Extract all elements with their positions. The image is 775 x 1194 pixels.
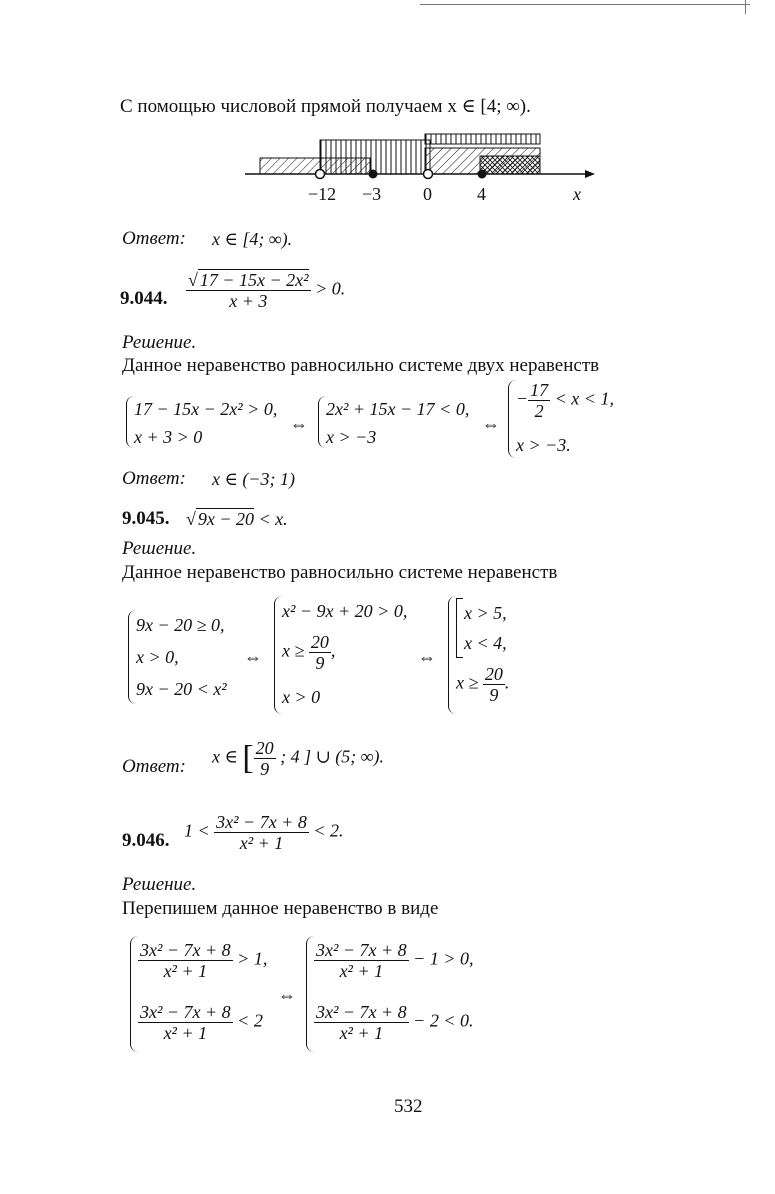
sys-9045-b2-post: , (330, 640, 336, 661)
problem-9045-radicand: 9x − 20 (197, 509, 255, 529)
sys-9046-b2 (314, 1002, 473, 1043)
sys-9045-b2 (282, 632, 335, 673)
equiv-arrow-9046: ⇔ (278, 985, 296, 1005)
sys-9044-c1-den: 2 (534, 401, 544, 421)
equiv-arrow-9045-1: ⇔ (244, 647, 262, 667)
sys-9045-c3-num: 20 (484, 664, 503, 684)
page-number: 532 (394, 1096, 423, 1117)
sys-9046-a1-den: x² + 1 (163, 961, 208, 981)
sys-9045-b2-pre: x ≥ (282, 640, 305, 661)
axis-label-x: x (573, 184, 581, 204)
point-filled-4 (478, 170, 487, 179)
sys-9046-b1 (314, 940, 473, 981)
region-vertical-hatch (320, 140, 430, 174)
answer-3-num: 20 (255, 738, 274, 758)
point-open-0 (424, 170, 433, 179)
tick-label-neg12: −12 (308, 184, 337, 204)
bracket-9045-union (456, 598, 463, 658)
problem-number-9045: 9.045. (122, 508, 170, 529)
sys-9046-a1-num: 3x² − 7x + 8 (140, 940, 231, 960)
sys-9045-c3 (456, 664, 509, 705)
sys-9046-b2-den: x² + 1 (339, 1023, 384, 1043)
scan-artifact-tick (745, 0, 746, 14)
sys-9045-c3-den: 9 (489, 685, 499, 705)
answer-label-2: Ответ: (122, 468, 186, 489)
problem-9046-expr (184, 812, 343, 853)
answer-1: x ∈ [4; ∞). (212, 229, 293, 249)
sys-9044-c1 (516, 380, 614, 421)
sys-9046-b1-num: 3x² − 7x + 8 (316, 940, 407, 960)
sys-9044-c1-num: 17 (530, 380, 549, 400)
answer-label-3: Ответ: (122, 756, 186, 777)
answer-3-den: 9 (260, 759, 270, 779)
problem-9044-relation: > 0. (315, 278, 346, 299)
sys-9046-a2-post: < 2 (237, 1010, 263, 1031)
answer-3-post: ; 4 ] ∪ (5; ∞). (280, 746, 385, 767)
problem-number-9044: 9.044. (120, 288, 168, 309)
solution-label-1: Решение. (122, 332, 197, 353)
sys-9044-b2: x > −3 (326, 427, 377, 447)
sys-9046-a1-post: > 1, (237, 948, 268, 969)
sys-9045-c3-post: . (504, 672, 510, 693)
sys-9045-b1: x² − 9x + 20 > 0, (282, 601, 408, 621)
solution-label-3: Решение. (122, 874, 197, 895)
problem-9044-denominator: x + 3 (229, 291, 268, 311)
sys-9045-b3: x > 0 (282, 687, 321, 707)
equiv-system-text: Данное неравенство равносильно системе неравенств (122, 562, 558, 583)
sys-9045-c3-pre: x ≥ (456, 672, 479, 693)
region-top-hatch (425, 134, 540, 144)
intro-line: С помощью числовой прямой получаем x ∈ [4; ∞). (120, 96, 531, 117)
point-filled-neg3 (369, 170, 378, 179)
sys-9044-a1: 17 − 15x − 2x² > 0, (134, 399, 278, 419)
tick-label-0: 0 (423, 184, 432, 204)
equiv-arrow-9044-1: ⇔ (290, 414, 308, 434)
problem-9045-expr: √ 9x − 20 < x. (186, 509, 288, 529)
sys-9046-b2-num: 3x² − 7x + 8 (316, 1002, 407, 1022)
answer-3: x ∈ [ $\frac{20}{9}$ ; 4 ] ∪ (5; ∞). (212, 738, 385, 779)
sys-9044-b1: 2x² + 15x − 17 < 0, (326, 399, 470, 419)
scan-artifact-line (420, 4, 750, 5)
equiv-arrow-9045-2: ⇔ (418, 647, 436, 667)
problem-9044-numerator: 17 − 15x − 2x² (199, 270, 309, 290)
rewrite-text: Перепишем данное неравенство в виде (122, 898, 439, 919)
problem-9046-relation: < 2. (313, 820, 344, 841)
equiv-arrow-9044-2: ⇔ (482, 414, 500, 434)
tick-label-neg3: −3 (362, 184, 382, 204)
axis-arrow (585, 170, 595, 178)
sys-9046-b1-den: x² + 1 (339, 961, 384, 981)
sys-9045-b2-num: 20 (310, 632, 329, 652)
sys-9045-a3: 9x − 20 < x² (136, 679, 227, 699)
sys-9044-a2: x + 3 > 0 (134, 427, 203, 447)
tick-label-4: 4 (477, 184, 486, 204)
answer-2: x ∈ (−3; 1) (212, 469, 295, 489)
sys-9044-c1-pre: − (516, 388, 529, 409)
problem-9045-relation: < x. (258, 509, 288, 529)
sys-9046-a2 (138, 1002, 263, 1043)
problem-9046-left: 1 < (184, 820, 210, 841)
answer-3-pre: x ∈ (212, 746, 238, 767)
sys-9046-a1 (138, 940, 267, 981)
problem-number-9046: 9.046. (122, 830, 170, 851)
sys-9046-b1-post: − 1 > 0, (413, 948, 474, 969)
solution-label-2: Решение. (122, 538, 197, 559)
equiv-two-text: Данное неравенство равносильно системе двух неравенств (122, 355, 600, 376)
problem-9046-numerator: 3x² − 7x + 8 (216, 812, 307, 832)
number-line-figure (240, 130, 600, 208)
problem-9046-denominator: x² + 1 (239, 833, 284, 853)
region-crosshatch (480, 156, 540, 174)
answer-label-1: Ответ: (122, 228, 186, 249)
sys-9046-a2-den: x² + 1 (163, 1023, 208, 1043)
sys-9044-c1-post: < x < 1, (554, 388, 614, 409)
sys-9045-c2: x < 4, (464, 633, 507, 653)
sys-9045-a2: x > 0, (136, 647, 179, 667)
sys-9046-b2-post: − 2 < 0. (413, 1010, 474, 1031)
sys-9045-c1: x > 5, (464, 603, 507, 623)
sys-9045-a1: 9x − 20 ≥ 0, (136, 615, 225, 635)
problem-9044-fraction: $\frac{\text{√ 17 − 15x − 2x²}}{x + 3}$ > 0. (188, 270, 346, 311)
sys-9045-b2-den: 9 (315, 653, 325, 673)
sys-9046-a2-num: 3x² − 7x + 8 (140, 1002, 231, 1022)
point-open-neg12 (316, 170, 325, 179)
sys-9044-c2: x > −3. (516, 435, 571, 455)
